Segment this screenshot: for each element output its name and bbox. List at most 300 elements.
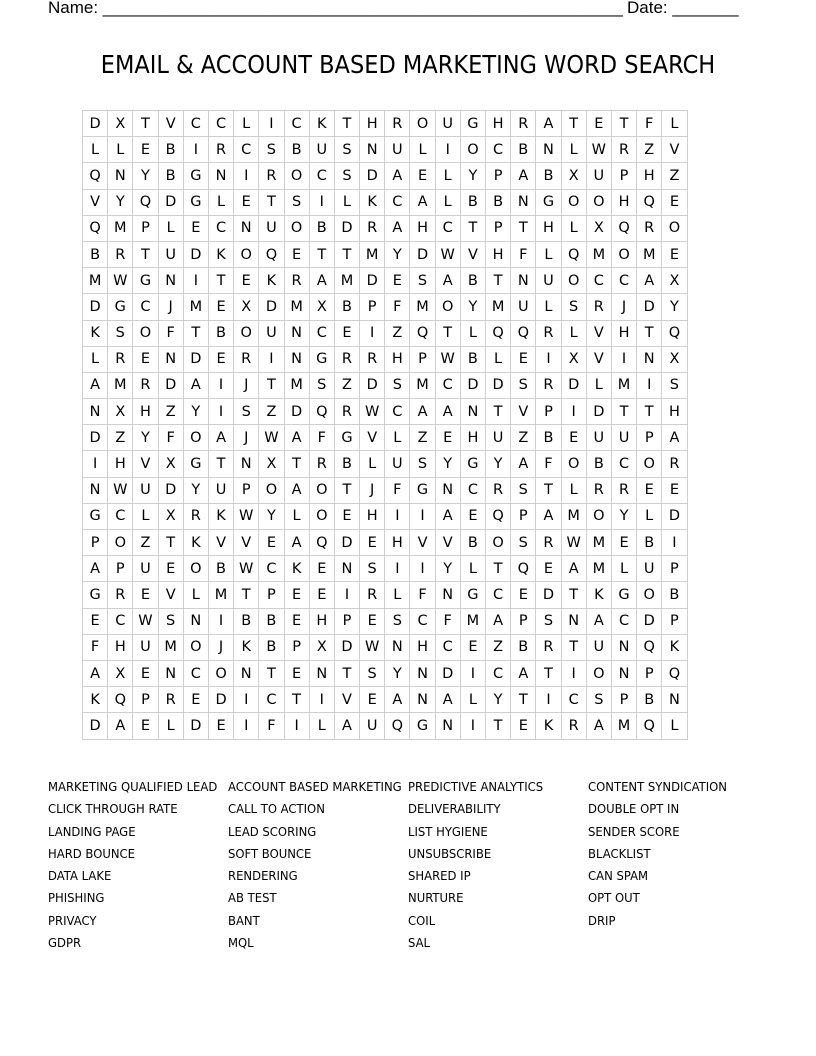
grid-cell: O — [234, 241, 259, 267]
grid-row — [83, 294, 688, 320]
grid-cell: Z — [637, 137, 662, 163]
grid-cell: F — [385, 477, 410, 503]
grid-cell: C — [586, 268, 611, 294]
grid-cell: G — [460, 111, 485, 137]
grid-cell: N — [208, 163, 233, 189]
grid-cell: L — [536, 241, 561, 267]
grid-cell: X — [662, 346, 687, 372]
grid-cell: B — [460, 530, 485, 556]
grid-cell: H — [133, 399, 158, 425]
grid-cell: E — [183, 215, 208, 241]
grid-cell: H — [460, 425, 485, 451]
grid-row — [83, 582, 688, 608]
grid-cell: B — [234, 608, 259, 634]
grid-cell: T — [234, 582, 259, 608]
grid-cell: R — [586, 294, 611, 320]
word-list-item: PREDICTIVE ANALYTICS — [408, 779, 544, 794]
grid-cell: E — [662, 189, 687, 215]
grid-cell: T — [561, 634, 586, 660]
grid-cell: T — [536, 660, 561, 686]
grid-cell: O — [662, 215, 687, 241]
grid-cell: N — [662, 687, 687, 713]
grid-cell: D — [83, 713, 108, 739]
grid-cell: I — [410, 556, 435, 582]
grid-cell: A — [284, 477, 309, 503]
grid-cell: I — [385, 503, 410, 529]
grid-cell: R — [385, 111, 410, 137]
grid-cell: O — [435, 294, 460, 320]
grid-cell: P — [334, 608, 359, 634]
grid-row — [83, 477, 688, 503]
grid-cell: I — [309, 189, 334, 215]
grid-cell: O — [637, 451, 662, 477]
grid-cell: Q — [637, 189, 662, 215]
grid-cell: R — [536, 634, 561, 660]
grid-cell: I — [208, 372, 233, 398]
grid-cell: R — [536, 320, 561, 346]
grid-cell: Y — [108, 189, 133, 215]
grid-cell: N — [284, 320, 309, 346]
grid-cell: C — [309, 163, 334, 189]
grid-cell: T — [208, 268, 233, 294]
word-list-item: ACCOUNT BASED MARKETING — [228, 779, 402, 794]
grid-cell: X — [309, 634, 334, 660]
grid-cell: A — [410, 189, 435, 215]
grid-cell: O — [586, 660, 611, 686]
grid-cell: T — [309, 241, 334, 267]
grid-cell: P — [511, 503, 536, 529]
grid-row — [83, 241, 688, 267]
grid-cell: X — [158, 451, 183, 477]
grid-cell: F — [83, 634, 108, 660]
grid-cell: S — [511, 530, 536, 556]
grid-cell: P — [133, 215, 158, 241]
word-list-item: OPT OUT — [588, 890, 640, 906]
grid-cell: X — [108, 399, 133, 425]
grid-cell: Q — [511, 320, 536, 346]
grid-cell: V — [410, 530, 435, 556]
grid-cell: G — [183, 451, 208, 477]
grid-cell: D — [83, 425, 108, 451]
grid-cell: H — [637, 163, 662, 189]
grid-cell: C — [309, 320, 334, 346]
grid-cell: P — [83, 530, 108, 556]
grid-cell: B — [511, 137, 536, 163]
grid-cell: W — [435, 241, 460, 267]
grid-cell: L — [158, 215, 183, 241]
grid-cell: A — [511, 660, 536, 686]
grid-cell: C — [133, 294, 158, 320]
grid-cell: H — [360, 111, 385, 137]
grid-cell: A — [208, 425, 233, 451]
grid-cell: L — [586, 372, 611, 398]
grid-cell: S — [511, 477, 536, 503]
grid-cell: N — [460, 399, 485, 425]
grid-cell: B — [460, 268, 485, 294]
grid-cell: N — [309, 660, 334, 686]
grid-cell: N — [511, 189, 536, 215]
grid-cell: Y — [385, 241, 410, 267]
grid-cell: I — [334, 582, 359, 608]
grid-cell: C — [486, 582, 511, 608]
grid-row — [83, 687, 688, 713]
grid-cell: V — [435, 530, 460, 556]
word-list-item: MARKETING QUALIFIED LEAD — [48, 779, 218, 794]
grid-cell: M — [460, 608, 485, 634]
grid-cell: O — [133, 320, 158, 346]
grid-cell: L — [133, 503, 158, 529]
grid-cell: V — [662, 137, 687, 163]
grid-cell: G — [83, 582, 108, 608]
grid-cell: U — [259, 320, 284, 346]
grid-cell: O — [108, 530, 133, 556]
grid-cell: V — [586, 346, 611, 372]
grid-cell: P — [234, 477, 259, 503]
grid-cell: D — [259, 294, 284, 320]
grid-cell: T — [284, 687, 309, 713]
grid-row — [83, 425, 688, 451]
grid-cell: W — [108, 477, 133, 503]
grid-cell: I — [234, 163, 259, 189]
grid-cell: F — [511, 241, 536, 267]
grid-cell: B — [334, 451, 359, 477]
grid-cell: K — [208, 503, 233, 529]
grid-cell: E — [360, 608, 385, 634]
grid-cell: S — [511, 372, 536, 398]
grid-cell: H — [536, 215, 561, 241]
grid-cell: T — [334, 660, 359, 686]
grid-cell: B — [158, 163, 183, 189]
grid-cell: J — [611, 294, 636, 320]
grid-cell: G — [410, 477, 435, 503]
grid-cell: N — [410, 660, 435, 686]
grid-cell: A — [435, 687, 460, 713]
grid-cell: R — [208, 137, 233, 163]
word-list-item: GDPR — [48, 935, 82, 951]
grid-cell: L — [410, 137, 435, 163]
word-list-item: LANDING PAGE — [48, 823, 136, 839]
grid-cell: X — [234, 294, 259, 320]
word-list-item: SOFT BOUNCE — [228, 845, 312, 861]
grid-cell: H — [385, 346, 410, 372]
grid-cell: E — [284, 241, 309, 267]
grid-cell: H — [662, 399, 687, 425]
grid-cell: C — [108, 608, 133, 634]
grid-cell: C — [385, 399, 410, 425]
grid-cell: L — [460, 687, 485, 713]
grid-cell: F — [637, 111, 662, 137]
grid-cell: H — [309, 608, 334, 634]
grid-cell: N — [511, 268, 536, 294]
grid-cell: L — [234, 111, 259, 137]
grid-cell: S — [662, 372, 687, 398]
grid-cell: A — [511, 451, 536, 477]
word-list-item: UNSUBSCRIBE — [408, 845, 492, 861]
grid-cell: V — [208, 530, 233, 556]
grid-cell: S — [360, 660, 385, 686]
grid-cell: T — [486, 268, 511, 294]
grid-cell: D — [334, 215, 359, 241]
grid-cell: T — [334, 241, 359, 267]
grid-cell: K — [259, 268, 284, 294]
grid-cell: R — [662, 451, 687, 477]
grid-cell: I — [561, 660, 586, 686]
word-list-item: PHISHING — [48, 890, 105, 906]
grid-cell: N — [83, 399, 108, 425]
grid-cell: P — [259, 582, 284, 608]
grid-cell: L — [561, 477, 586, 503]
grid-cell: L — [435, 163, 460, 189]
grid-cell: I — [208, 608, 233, 634]
grid-cell: G — [83, 503, 108, 529]
grid-cell: V — [158, 111, 183, 137]
grid-cell: E — [133, 137, 158, 163]
grid-cell: H — [108, 634, 133, 660]
grid-cell: L — [561, 215, 586, 241]
grid-row — [83, 372, 688, 398]
grid-cell: R — [108, 346, 133, 372]
grid-cell: M — [410, 294, 435, 320]
grid-cell: S — [561, 294, 586, 320]
grid-cell: G — [183, 189, 208, 215]
grid-cell: L — [536, 294, 561, 320]
grid-cell: C — [435, 372, 460, 398]
grid-row — [83, 215, 688, 241]
grid-cell: D — [536, 582, 561, 608]
grid-cell: R — [586, 477, 611, 503]
grid-cell: L — [435, 189, 460, 215]
grid-cell: K — [83, 687, 108, 713]
grid-cell: S — [385, 372, 410, 398]
grid-cell: E — [284, 660, 309, 686]
grid-cell: E — [511, 346, 536, 372]
grid-cell: M — [611, 372, 636, 398]
grid-cell: A — [561, 556, 586, 582]
grid-cell: B — [460, 346, 485, 372]
grid-cell: D — [360, 372, 385, 398]
grid-cell: G — [309, 346, 334, 372]
grid-cell: P — [360, 294, 385, 320]
grid-cell: R — [511, 111, 536, 137]
grid-cell: I — [662, 530, 687, 556]
grid-cell: K — [284, 556, 309, 582]
grid-cell: X — [259, 451, 284, 477]
grid-cell: T — [486, 713, 511, 739]
grid-cell: C — [208, 111, 233, 137]
grid-cell: N — [637, 346, 662, 372]
word-list-item: BLACKLIST — [588, 845, 651, 861]
grid-cell: O — [586, 189, 611, 215]
grid-cell: R — [561, 713, 586, 739]
grid-cell: F — [158, 425, 183, 451]
grid-cell: S — [108, 320, 133, 346]
grid-cell: Y — [460, 294, 485, 320]
grid-cell: H — [486, 111, 511, 137]
grid-cell: I — [259, 111, 284, 137]
grid-cell: B — [208, 556, 233, 582]
grid-cell: N — [360, 137, 385, 163]
grid-cell: H — [611, 320, 636, 346]
grid-cell: Z — [511, 425, 536, 451]
grid-cell: R — [309, 451, 334, 477]
grid-cell: Q — [486, 320, 511, 346]
grid-cell: W — [360, 634, 385, 660]
grid-cell: J — [208, 634, 233, 660]
grid-cell: A — [284, 530, 309, 556]
grid-cell: Q — [637, 713, 662, 739]
grid-cell: L — [158, 713, 183, 739]
grid-cell: E — [435, 425, 460, 451]
grid-cell: M — [183, 294, 208, 320]
grid-cell: E — [460, 503, 485, 529]
grid-cell: E — [234, 189, 259, 215]
grid-cell: H — [108, 451, 133, 477]
grid-cell: W — [133, 608, 158, 634]
grid-cell: I — [360, 320, 385, 346]
grid-cell: A — [183, 372, 208, 398]
grid-cell: B — [586, 451, 611, 477]
grid-cell: O — [284, 215, 309, 241]
grid-cell: V — [511, 399, 536, 425]
grid-cell: Q — [133, 189, 158, 215]
grid-cell: R — [637, 215, 662, 241]
grid-cell: I — [183, 137, 208, 163]
grid-cell: R — [360, 346, 385, 372]
grid-cell: G — [183, 163, 208, 189]
grid-cell: E — [334, 320, 359, 346]
grid-cell: Q — [486, 503, 511, 529]
grid-cell: Z — [158, 399, 183, 425]
grid-cell: S — [536, 608, 561, 634]
grid-cell: B — [511, 634, 536, 660]
grid-cell: E — [208, 346, 233, 372]
grid-cell: Z — [385, 320, 410, 346]
grid-cell: E — [158, 556, 183, 582]
grid-cell: I — [536, 687, 561, 713]
grid-cell: S — [334, 137, 359, 163]
grid-cell: Y — [435, 556, 460, 582]
grid-cell: B — [637, 687, 662, 713]
grid-cell: I — [611, 346, 636, 372]
grid-cell: U — [133, 477, 158, 503]
grid-cell: C — [611, 268, 636, 294]
grid-cell: I — [460, 713, 485, 739]
grid-cell: Z — [108, 425, 133, 451]
grid-cell: L — [334, 189, 359, 215]
grid-cell: J — [158, 294, 183, 320]
grid-cell: N — [108, 163, 133, 189]
grid-cell: P — [637, 660, 662, 686]
grid-cell: L — [460, 320, 485, 346]
grid-cell: T — [334, 477, 359, 503]
grid-cell: P — [486, 215, 511, 241]
grid-cell: U — [360, 713, 385, 739]
grid-cell: I — [460, 660, 485, 686]
grid-cell: C — [611, 608, 636, 634]
word-list-item: HARD BOUNCE — [48, 845, 136, 861]
grid-cell: H — [486, 241, 511, 267]
grid-cell: D — [486, 372, 511, 398]
grid-row — [83, 163, 688, 189]
grid-cell: S — [259, 137, 284, 163]
grid-cell: E — [309, 556, 334, 582]
grid-cell: A — [536, 503, 561, 529]
grid-cell: J — [234, 425, 259, 451]
grid-cell: T — [486, 556, 511, 582]
word-list-item: CLICK THROUGH RATE — [48, 801, 178, 817]
grid-cell: R — [334, 399, 359, 425]
word-list-item: DRIP — [588, 912, 616, 928]
grid-cell: I — [234, 713, 259, 739]
grid-cell: D — [334, 530, 359, 556]
grid-cell: E — [284, 582, 309, 608]
grid-cell: K — [360, 189, 385, 215]
grid-cell: B — [486, 189, 511, 215]
grid-cell: C — [460, 477, 485, 503]
grid-cell: E — [460, 634, 485, 660]
grid-cell: P — [410, 346, 435, 372]
grid-cell: P — [511, 608, 536, 634]
grid-cell: T — [486, 399, 511, 425]
grid-cell: U — [208, 477, 233, 503]
grid-cell: X — [309, 294, 334, 320]
grid-cell: V — [460, 241, 485, 267]
grid-cell: A — [385, 215, 410, 241]
grid-cell: E — [83, 608, 108, 634]
grid-cell: W — [561, 530, 586, 556]
grid-cell: A — [385, 163, 410, 189]
grid-cell: E — [133, 582, 158, 608]
grid-cell: C — [486, 660, 511, 686]
grid-cell: D — [460, 372, 485, 398]
grid-cell: A — [83, 660, 108, 686]
grid-cell: H — [410, 215, 435, 241]
grid-cell: R — [284, 268, 309, 294]
grid-cell: C — [385, 189, 410, 215]
word-list-item: PRIVACY — [48, 912, 97, 928]
grid-cell: S — [309, 372, 334, 398]
grid-cell: S — [334, 163, 359, 189]
grid-cell: H — [360, 503, 385, 529]
grid-cell: C — [259, 687, 284, 713]
grid-cell: Q — [561, 241, 586, 267]
grid-cell: H — [611, 189, 636, 215]
grid-cell: K — [309, 111, 334, 137]
grid-cell: E — [536, 556, 561, 582]
grid-cell: O — [561, 451, 586, 477]
grid-cell: G — [536, 189, 561, 215]
grid-cell: O — [561, 189, 586, 215]
grid-cell: E — [511, 582, 536, 608]
grid-cell: D — [561, 372, 586, 398]
grid-cell: Q — [309, 530, 334, 556]
grid-cell: I — [83, 451, 108, 477]
grid-cell: F — [309, 425, 334, 451]
grid-cell: D — [586, 399, 611, 425]
grid-cell: V — [334, 687, 359, 713]
grid-cell: R — [611, 137, 636, 163]
grid-cell: D — [435, 660, 460, 686]
grid-cell: R — [259, 163, 284, 189]
word-list-item: MQL — [228, 935, 254, 951]
grid-cell: U — [158, 241, 183, 267]
grid-cell: U — [586, 425, 611, 451]
grid-cell: U — [637, 556, 662, 582]
grid-cell: E — [133, 713, 158, 739]
grid-cell: L — [309, 713, 334, 739]
grid-cell: T — [561, 111, 586, 137]
grid-cell: N — [158, 346, 183, 372]
